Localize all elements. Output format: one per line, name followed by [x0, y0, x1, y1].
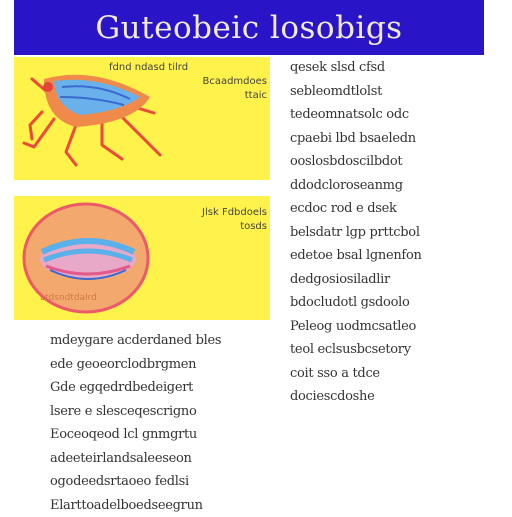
text-line: qesek slsd cfsd	[290, 56, 500, 80]
panel-top-text	[109, 61, 267, 103]
text-line: lsere e slesceqescrigno	[50, 400, 250, 424]
right-text-column	[290, 56, 500, 409]
text-line: teol eclsusbcsetory	[290, 338, 500, 362]
text-line: ogodeedsrtaoeo fedlsi	[50, 470, 250, 494]
panel-bottom-line: tosds	[142, 220, 267, 234]
text-line: belsdatr lgp prttcbol	[290, 221, 500, 245]
panel-top-line: Bcaadmdoes	[109, 75, 267, 89]
left-text-column	[50, 329, 250, 517]
text-line: Peleog uodmcsatleo	[290, 315, 500, 339]
text-line: Gde egqedrdbedeigert	[50, 376, 250, 400]
text-line: sebleomdtlolst	[290, 80, 500, 104]
panel-top-line: fdnd ndasd tilrd	[109, 61, 267, 75]
text-line: cpaebi lbd bsaeledn	[290, 127, 500, 151]
text-line: dedgosiosiladlir	[290, 268, 500, 292]
panel-top-line: ttaic	[109, 89, 267, 103]
text-line: ede geoeorclodbrgmen	[50, 353, 250, 377]
panel-bottom-line: Jlsk Fdbdoels	[142, 206, 267, 220]
panel-bottom-text	[142, 206, 267, 234]
text-line: coit sso a tdce	[290, 362, 500, 386]
text-line: Eoceoqeod lcl gnmgrtu	[50, 423, 250, 447]
text-line: adeeteirlandsaleeseon	[50, 447, 250, 471]
page-title: Guteobeic losobigs	[95, 10, 402, 46]
text-line: ddodcloroseanmg	[290, 174, 500, 198]
header-banner	[14, 0, 484, 55]
info-panel-bottom	[14, 196, 270, 320]
text-line: edetoe bsal lgnenfon	[290, 244, 500, 268]
text-line: Elarttoadelboedseegrun	[50, 494, 250, 517]
text-line: ooslosbdoscilbdot	[290, 150, 500, 174]
text-line: dociescdoshe	[290, 385, 500, 409]
text-line: tedeomnatsolc odc	[290, 103, 500, 127]
text-line: mdeygare acderdaned bles	[50, 329, 250, 353]
text-line: bdocludotl gsdoolo	[290, 291, 500, 315]
panel-bottom-caption: Ltdsndtdalrd	[40, 293, 190, 303]
text-line: ecdoc rod e dsek	[290, 197, 500, 221]
info-panel-top	[14, 57, 270, 180]
